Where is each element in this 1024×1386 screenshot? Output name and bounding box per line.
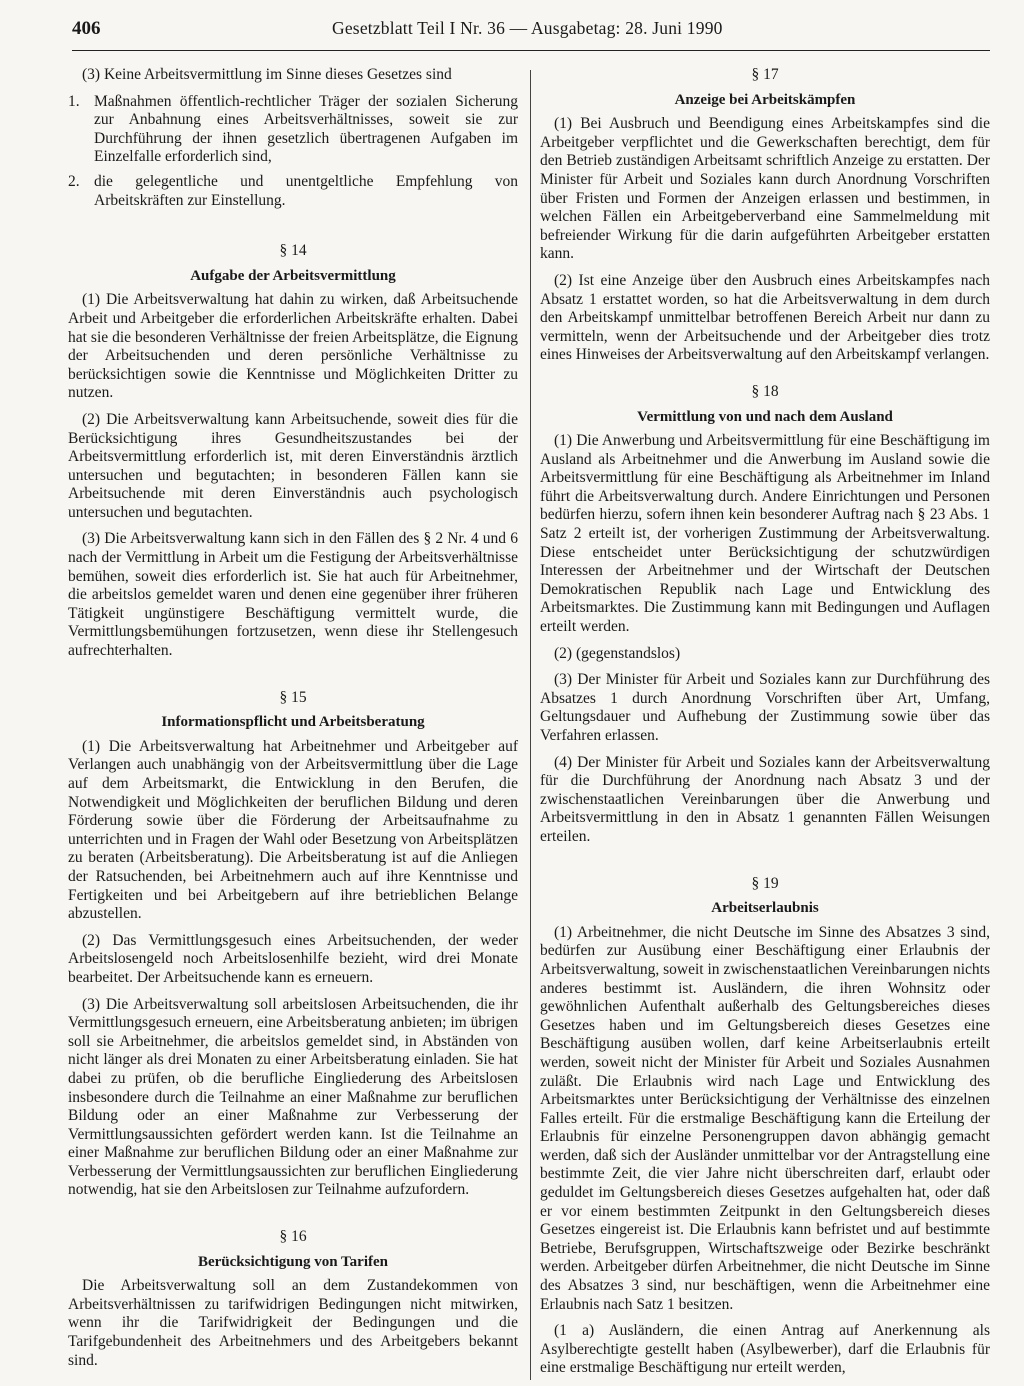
section-19 bbox=[540, 875, 990, 1378]
list-item-number: 1. bbox=[68, 92, 80, 110]
section-paragraph: (2) (gegenstandslos) bbox=[554, 644, 681, 662]
section-paragraph: (1) Die Arbeitsverwaltung hat Arbeitnehmer und Arbeitgeber auf Verlangen auch unabhängig von der Arbeitsvermittlung über die Lage auf dem Arbeitsmarkt, die Entwicklung in den Berufen, die Notwendigkeit und Möglichkeiten der beruflichen Bildung und deren Förderung sowie über die Förderung der Arbeitsaufnahme zu unterrichten und in Fragen der Wahl oder Besetzung von Arbeitsplätzen zu beraten (Arbeitsberatung). Die Arbeitsberatung ist auf die Anliegen der Ratsuchenden, bei Arbeitnehmern auch auf ihre Kenntnisse und Fertigkeiten und bei Arbeitgebern auf ihre betrieblichen Belange abzustellen. bbox=[68, 737, 518, 923]
section-paragraph: (1) Bei Ausbruch und Beendigung eines Arbeitskampfes sind die Arbeitgeber verpflichtet und die Gewerkschaften berechtigt, dem für den Betrieb zuständigen Arbeitsamt schriftlich Anzeige zu erstatten. Der Minister für Arbeit und Soziales kann durch Anordnung Vorschriften über Fristen und Formen der Anzeigen erlassen und bestimmen, in welchen Fällen ein Arbeitgeberverband eine Sammelmeldung mit befreiender Wirkung für die darin aufgeführten Arbeitgeber erstatten kann. bbox=[540, 115, 990, 263]
section-14 bbox=[68, 242, 518, 660]
section-paragraph: Die Arbeitsverwaltung soll an dem Zustandekommen von Arbeitsverhältnissen zu tarifwidrigen Bedingungen nicht mitwirken, wenn ihr die Tarifwidrigkeit der Bedingungen und die Tarifgebundenheit des Arbeitnehmers und des Arbeitgebers bekannt sind. bbox=[68, 1277, 518, 1369]
section-paragraph: (3) Die Arbeitsverwaltung soll arbeitslosen Arbeitsuchenden, die ihr Vermittlungsgesuch erneuern, eine Arbeitsberatung anbieten; im übrigen soll sie Arbeitnehmer, die arbeitslos gemeldet sind, in Abständen von nicht länger als drei Monaten zu einer Arbeitsberatung einladen. Sie hat dabei zu prüfen, ob die berufliche Eingliederung des Arbeitslosen insbesondere durch die Teilnahme an einer Maßnahme zur beruflichen Bildung oder an einer Maßnahme zur Verbesserung der Vermittlungsaussichten gefördert werden kann. Ist die Teilnahme an einer Maßnahme zur beruflichen Bildung oder an einer Maßnahme zur Verbesserung der Vermittlungsaussichten zur beruflichen Eingliederung notwendig, hat sie den Arbeitslosen zur Teilnahme aufzufordern. bbox=[68, 995, 518, 1199]
left-column bbox=[68, 66, 518, 1378]
intro-paragraph: (3) Keine Arbeitsvermittlung im Sinne dieses Gesetzes sind bbox=[82, 66, 452, 83]
section-paragraph: (3) Der Minister für Arbeit und Soziales kann zur Durchführung des Absatzes 1 durch Anordnung Vorschriften über Art, Umfang, Geltungsdauer und Aufhebung der Zustimmung sowie über das Verfahren erlassen. bbox=[540, 671, 990, 744]
section-number: § 18 bbox=[751, 382, 779, 400]
header-rule bbox=[72, 50, 990, 51]
page-header bbox=[72, 16, 980, 46]
section-paragraph: (1) Arbeitnehmer, die nicht Deutsche im Sinne des Absatzes 3 sind, bedürfen zur Ausübung einer Beschäftigung einer Erlaubnis der Arbeitsverwaltung, soweit in zwischenstaatlichen Vereinbarungen nichts anderes bestimmt ist. Ausländern, die ihren Wohnsitz oder gewöhnlichen Aufenthalt außerhalb des Geltungsbereiches dieses Gesetzes haben und im Geltungsbereich dieses Gesetzes eine Beschäftigung ausüben wollen, darf keine Arbeitserlaubnis erteilt werden, soweit nicht der Minister für Arbeit und Soziales Ausnahmen zuläßt. Die Erlaubnis wird nach Lage und Entwicklung des Arbeitsmarktes unter Berücksichtigung der Verhältnisse des einzelnen Falles erteilt. Für die erstmalige Beschäftigung kann die Erteilung der Erlaubnis für einzelne Personengruppen davon abhängig gemacht werden, daß sich der Ausländer unmittelbar vor der Antragstellung eine bestimmte Zeit, die vier Jahre nicht überschreiten darf, erlaubt oder geduldet im Geltungsbereich dieses Gesetzes aufgehalten hat, oder daß er vor einem bestimmten Zeitpunkt in den Geltungsbereich dieses Gesetzes eingereist ist. Die Erlaubnis kann befristet und auf bestimmte Betriebe, Berufsgruppen, Wirtschaftszweige oder Bezirke beschränkt werden. Arbeitgeber dürfen Arbeitnehmer, die nicht Deutsche im Sinne des Absatzes 3 sind, nur beschäftigen, wenn die Arbeitnehmer eine Erlaubnis nach Satz 1 besitzen. bbox=[540, 923, 990, 1313]
section-number: § 15 bbox=[279, 688, 307, 706]
list-item-text: die gelegentliche und unentgeltliche Empfehlung von Arbeitskräften zur Einstellung. bbox=[94, 172, 518, 209]
section-number: § 17 bbox=[751, 66, 779, 83]
section-paragraph: (4) Der Minister für Arbeit und Soziales kann der Arbeitsverwaltung für die Durchführung der Anordnung nach Absatz 3 und der zwischenstaatlichen Vereinbarungen über die Anwerbung und Arbeitsvermittlung in den in Absatz 1 genannten Fällen Weisungen erteilen. bbox=[540, 753, 990, 845]
section-paragraph: (3) Die Arbeitsverwaltung kann sich in den Fällen des § 2 Nr. 4 und 6 nach der Vermittlung in Arbeit um die Festigung der Arbeitsverhältnisse bemühen, soweit dies erforderlich ist. Sie hat auch für Arbeitnehmer, die arbeitslos gemeldet waren und denen eine gegenüber ihrer früheren Tätigkeit ungünstigere Beschäftigung vermittelt wurde, die Vermittlungsbemühungen fortzusetzen, wenn diese ihr Stellengesuch aufrechterhalten. bbox=[68, 530, 518, 660]
section-title: Vermittlung von und nach dem Ausland bbox=[637, 408, 893, 425]
section-title: Aufgabe der Arbeitsvermittlung bbox=[190, 267, 396, 284]
section-number: § 19 bbox=[751, 874, 779, 892]
section-paragraph: (1) Die Anwerbung und Arbeitsvermittlung für eine Beschäftigung im Ausland als Arbeitnehmer und die Anwerbung im Ausland sowie die Arbeitsvermittlung für eine Beschäftigung als Arbeitnehmer im Inland führt die Arbeitsverwaltung durch. Andere Einrichtungen und Personen bedürfen hierzu, sofern ihnen kein besonderer Auftrag nach § 23 Abs. 1 Satz 2 erteilt ist, der vorherigen Zustimmung der Arbeitsverwaltung. Diese entscheidet unter Berücksichtigung der schutzwürdigen Interessen der Arbeitnehmer und der Wirtschaft der Deutschen Demokratischen Republik nach Lage und Entwicklung des Arbeitsmarktes. Die Zustimmung kann mit Bedingungen und Auflagen erteilt werden. bbox=[540, 432, 990, 636]
section-title: Berücksichtigung von Tarifen bbox=[197, 1253, 389, 1270]
list-item-number: 2. bbox=[68, 172, 80, 190]
section-number: § 14 bbox=[279, 242, 307, 260]
column-divider bbox=[530, 70, 531, 1380]
section-17 bbox=[540, 66, 990, 365]
section-number: § 16 bbox=[279, 1228, 307, 1246]
section-paragraph: (2) Die Arbeitsverwaltung kann Arbeitsuchende, soweit dies für die Berücksichtigung ihres Gesundheitszustandes bei der Arbeitsvermittlung erforderlich ist, mit deren Einverständnis ärztlich untersuchen und begutachten; in besonderen Fällen kann sie Arbeitsuchende mit deren Einverständnis auch psychologisch untersuchen und begutachten. bbox=[68, 410, 518, 521]
section-title: Arbeitserlaubnis bbox=[711, 900, 819, 917]
section-16 bbox=[68, 1228, 518, 1370]
list-item bbox=[68, 173, 518, 210]
section-paragraph: (1) Die Arbeitsverwaltung hat dahin zu wirken, daß Arbeitsuchende Arbeit und Arbeitgeber die erforderlichen Arbeitskräfte erhalten. Dabei hat sie die besonderen Verhältnisse der freien Arbeitsplätze, die Eignung der Arbeitsuchenden und deren persönliche Verhältnisse zu berücksichtigen sowie die Kenntnisse und Möglichkeiten Dritter zu nutzen. bbox=[68, 291, 518, 402]
section-title: Anzeige bei Arbeitskämpfen bbox=[674, 91, 856, 108]
page-number: 406 bbox=[72, 18, 101, 39]
section-title: Informationspflicht und Arbeitsberatung bbox=[161, 714, 425, 731]
running-head: Gesetzblatt Teil I Nr. 36 — Ausgabetag: 28. Juni 1990 bbox=[332, 18, 723, 38]
section-paragraph: (2) Ist eine Anzeige über den Ausbruch eines Arbeitskampfes nach Absatz 1 erstattet worden, so hat die Arbeitsverwaltung in dem durch den Arbeitskampf unmittelbar betroffenen Bereich Arbeit nur dann zu vermitteln, wenn der Arbeitsuchende und der Arbeitgeber dies trotz eines Hinweises der Arbeitsverwaltung auf den Arbeitskampf verlangen. bbox=[540, 271, 990, 364]
section-18 bbox=[540, 383, 990, 847]
section-paragraph: (2) Das Vermittlungsgesuch eines Arbeitsuchenden, der weder Arbeitslosengeld noch Arbeitslosenhilfe bezieht, wird drei Monate bearbeitet. Der Arbeitsuchende kann es erneuern. bbox=[68, 931, 518, 986]
list-item-text: Maßnahmen öffentlich-rechtlicher Träger der sozialen Sicherung zur Anbahnung eines Arbeitsverhältnisses, soweit sie zur Durchführung der ihnen gesetzlich übertragenen Aufgaben im Einzelfalle erforderlich sind, bbox=[94, 92, 518, 166]
list-item bbox=[68, 93, 518, 167]
section-15 bbox=[68, 689, 518, 1200]
right-column bbox=[540, 66, 990, 1386]
section-paragraph: (1 a) Ausländern, die einen Antrag auf Anerkennung als Asylberechtigte gestellt haben (Asylbewerber), darf die Erlaubnis für eine erstmalige Beschäftigung nur erteilt werden, bbox=[540, 1322, 990, 1377]
